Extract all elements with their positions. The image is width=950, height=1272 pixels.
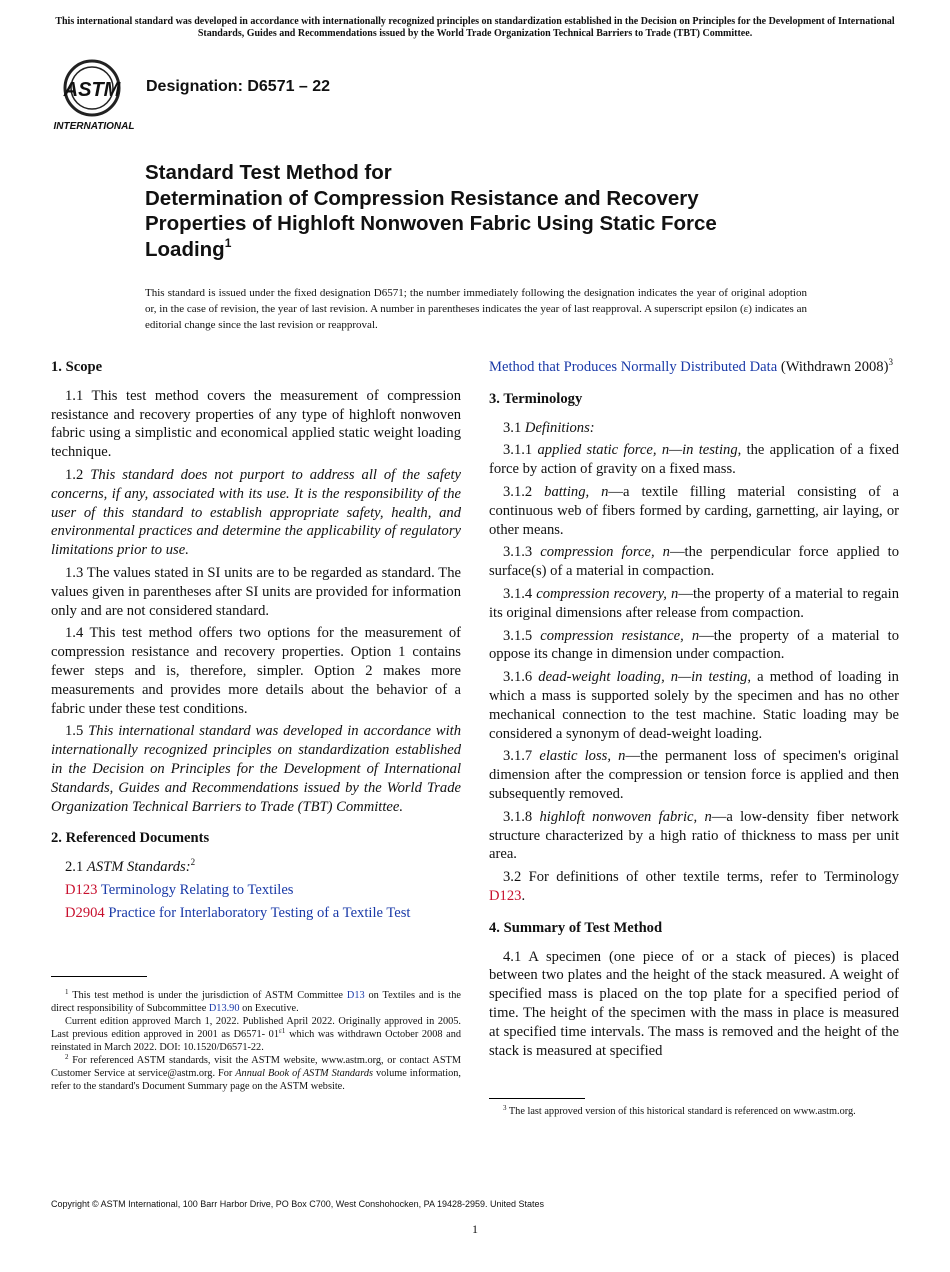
paragraph-4-1: 4.1 A specimen (one piece of or a stack of pieces) is placed between two plates and the height of the stack measured. A weight of specified mass is placed on the top plate for a specified period of time. The height of the specimen with the mass in place is measured at specified time intervals. The mass is removed and the height of the stack is measured at specified [489, 948, 899, 1059]
footnote-1-edition: Current edition approved March 1, 2022. Published April 2022. Originally approved in 2005. Last previous edition approved in 2001 as D6571- $01^{\varepsilon 1}$ which was withdrawn October 2008 and reinstated in March 2022. DOI: 10.1520/D6571-22. [51, 1016, 461, 1053]
paragraph-1-4: 1.4 This test method offers two options for the measurement of compression resistance and recovery properties. Option 1 contains fewer steps and is, therefore, simpler. Option 2 makes more measurements and provides more details about the behavior of a fabric under these test conditions. [51, 625, 461, 717]
link-d13-90[interactable]: D13.90 [208, 1003, 240, 1014]
section-heading-terminology: 3. Terminology [489, 390, 583, 407]
paragraph-2-1: 2.1 ASTM Standards:$^2$ [65, 857, 196, 876]
section-heading-referenced-documents: 2. Referenced Documents [51, 830, 210, 847]
section-heading-summary: 4. Summary of Test Method [489, 919, 663, 936]
page-number: 1 [472, 1222, 478, 1236]
definition-3-1-3: 3.1.3 compression force, n—the perpendicular force applied to surface(s) of a material in compaction. [489, 544, 899, 580]
footnote-divider [489, 1098, 585, 1099]
paragraph-1-3: 1.3 The values stated in SI units are to be regarded as standard. The values given in parentheses after SI units are provided for information only and are not considered standard. [51, 564, 461, 619]
footnotes-right [489, 1105, 899, 1118]
footnote-1: $^1$ This test method is under the jurisdiction of ASTM Committee D13 on Textiles and is the direct responsibility of Subcommittee D13.90 on Executive. [51, 988, 462, 1014]
link-d13[interactable]: D13 [346, 990, 365, 1001]
ref-d123[interactable]: D123 Terminology Relating to Textiles [65, 881, 294, 898]
definition-3-1-5: 3.1.5 compression resistance, n—the property of a material to oppose its change in dimension under compaction. [489, 627, 900, 663]
top-note: This international standard was developed in accordance with internationally recognized principles on standardization established in the Decision on Principles for the Development of International Standards, Guides and Recommendations issued by the World Trade Organization Technical Barriers to Trade (TBT) Committee. [55, 16, 895, 39]
footnotes-left [51, 989, 461, 1093]
title-line: Properties of Highloft Nonwoven Fabric Using Static Force [145, 212, 717, 235]
paragraph-3-1: 3.1 Definitions: [503, 419, 595, 436]
definition-3-1-2: 3.1.2 batting, n—a textile filling material consisting of a continuous web of fibers formed by carding, garnetting, air laying, or other means. [489, 483, 900, 538]
section-heading-scope: 1. Scope [51, 359, 103, 375]
footnote-2: $^2$ For referenced ASTM standards, visit the ASTM website, www.astm.org, or contact ASTM Customer Service at service@astm.org. For Annual Book of ASTM Standards volume information, refer to the standard's Document Summary page on the ASTM website. [51, 1053, 462, 1092]
svg-text:INTERNATIONAL: INTERNATIONAL [53, 121, 135, 132]
title-line: Determination of Compression Resistance and Recovery [145, 186, 699, 210]
right-column [489, 358, 899, 1064]
paragraph-1-2: 1.2 This standard does not purport to address all of the safety concerns, if any, associated with its use. It is the responsibility of the user of this standard to establish appropriate safety, health, and environmental practices and determine the applicability of regulatory limitations prior to use. [51, 466, 461, 559]
footnote-3: $^3$ The last approved version of this historical standard is referenced on www.astm.org. [503, 1104, 856, 1117]
footnote-mark[interactable]: 1 [224, 235, 232, 250]
document-title [145, 160, 845, 262]
svg-text:ASTM: ASTM [63, 79, 121, 101]
definition-3-1-6: 3.1.6 dead-weight loading, n—in testing, a method of loading in which a mass is supported solely by the specimen and has no other mechanical connection to the test machine. Static loading may be considered a synonym of dead-weight loading. [489, 669, 899, 742]
definition-3-1-7: 3.1.7 elastic loss, n—the permanent loss of specimen's original dimension after the compression or tension force is applied and then subsequently removed. [489, 748, 899, 802]
title-line: Loading$^1$ [145, 235, 232, 261]
ref-d2904-continued: Method that Produces Normally Distributed Data (Withdrawn 2008)$^3$ [489, 357, 893, 375]
issued-note: This standard is issued under the fixed designation D6571; the number immediately following the designation indicates the year of original adoption or, in the case of revision, the year of last revision. A number in parentheses indicates the year of last reapproval. A superscript epsilon (ε) indicates an editorial change since the last revision or reapproval. [145, 287, 807, 331]
copyright: Copyright © ASTM International, 100 Barr Harbor Drive, PO Box C700, West Conshohocken, PA 19428-2959. United States [51, 1199, 545, 1209]
definition-3-1-4: 3.1.4 compression recovery, n—the property of a material to regain its original dimensions after release from compaction. [489, 585, 899, 621]
ref-d2904[interactable]: D2904 Practice for Interlaboratory Testing of a Textile Test [65, 904, 411, 921]
title-line: Standard Test Method for [145, 161, 392, 184]
paragraph-1-1: 1.1 This test method covers the measurement of compression resistance and recovery properties of any type of highloft nonwoven fabric using a simplistic and economical applied static weight loading technique. [51, 387, 461, 461]
definition-3-1-8: 3.1.8 highloft nonwoven fabric, n—a low-density fiber network structure characterized by a high ratio of thickness to mass per unit area. [489, 808, 899, 863]
astm-logo [52, 58, 136, 132]
paragraph-1-5: 1.5 This international standard was developed in accordance with internationally recognized principles on standardization established in the Decision on Principles for the Development of International Standards, Guides and Recommendations issued by the World Trade Organization Technical Barriers to Trade (TBT) Committee. [51, 723, 462, 815]
footnote-mark[interactable]: 2 [190, 857, 196, 868]
left-column [51, 358, 461, 927]
designation: Designation: D6571 – 22 [146, 78, 331, 95]
paragraph-3-2: 3.2 For definitions of other textile terms, refer to Terminology D123. [489, 869, 899, 904]
definition-3-1-1: 3.1.1 applied static force, n—in testing, the application of a fixed force by action of gravity on a fixed mass. [489, 442, 899, 478]
link-d123[interactable]: D123 [489, 887, 522, 904]
footnote-divider [51, 976, 147, 977]
